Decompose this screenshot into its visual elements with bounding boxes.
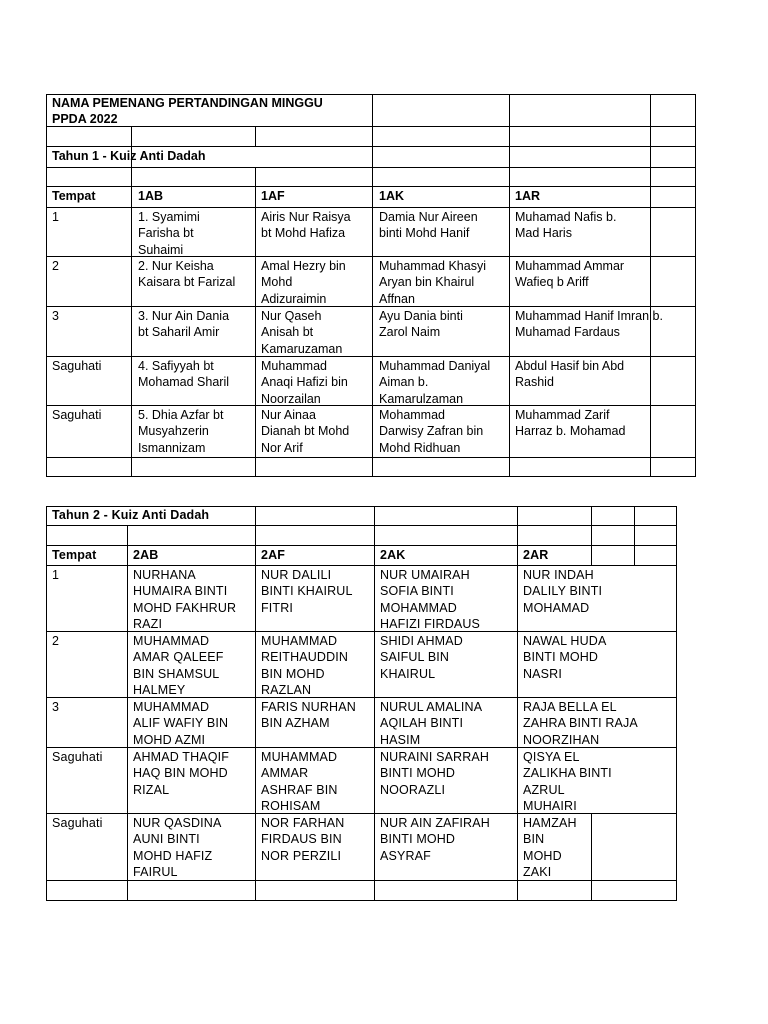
winner-name-cell: NURUL AMALINA AQILAH BINTI HASIM xyxy=(380,700,483,747)
winner-name-cell: MUHAMMAD AMMAR ASHRAF BIN ROHISAM xyxy=(261,750,338,813)
winner-name-cell: NUR QASDINA AUNI BINTI MOHD HAFIZ FAIRUL xyxy=(133,816,222,879)
winner-name-cell: NUR DALILI BINTI KHAIRUL FITRI xyxy=(261,568,353,615)
column-header-class: 1AR xyxy=(515,189,541,203)
winner-name-cell: Ayu Dania binti Zarol Naim xyxy=(379,309,463,340)
winner-name-cell: Muhammad Daniyal Aiman b. Kamarulzaman xyxy=(379,359,491,406)
section-title-tahun-1: Tahun 1 - Kuiz Anti Dadah xyxy=(52,149,206,163)
place-cell: Saguhati xyxy=(52,816,103,830)
winner-name-cell: 3. Nur Ain Dania bt Saharil Amir xyxy=(138,309,230,340)
winner-name-cell: RAJA BELLA EL ZAHRA BINTI RAJA NOORZIHAN xyxy=(523,700,638,747)
winner-name-cell: Muhammad Hanif Imran b. Muhamad Fardaus xyxy=(515,309,663,340)
winner-name-cell: MUHAMMAD ALIF WAFIY BIN MOHD AZMI xyxy=(133,700,229,747)
column-header-tempat: Tempat xyxy=(52,189,96,203)
page-title: NAMA PEMENANG PERTANDINGAN MINGGU PPDA 2022 xyxy=(52,96,323,127)
place-cell: 2 xyxy=(52,634,60,648)
winner-name-cell: 2. Nur Keisha Kaisara bt Farizal xyxy=(138,259,236,290)
winner-name-cell: NUR INDAH DALILY BINTI MOHAMAD xyxy=(523,568,603,615)
winner-name-cell: 5. Dhia Azfar bt Musyahzerin Ismannizam xyxy=(138,408,224,455)
winner-name-cell: NURHANA HUMAIRA BINTI MOHD FAKHRUR RAZI xyxy=(133,568,237,631)
section-title-tahun-2: Tahun 2 - Kuiz Anti Dadah xyxy=(52,508,210,522)
column-header-class: 2AB xyxy=(133,548,159,562)
place-cell: 3 xyxy=(52,309,59,323)
column-header-class: 2AK xyxy=(380,548,406,562)
winner-name-cell: 1. Syamimi Farisha bt Suhaimi xyxy=(138,210,200,257)
winner-name-cell: Muhamad Nafis b. Mad Haris xyxy=(515,210,617,241)
winner-name-cell: Muhammad Ammar Wafieq b Ariff xyxy=(515,259,625,290)
winner-name-cell: Muhammad Zarif Harraz b. Mohamad xyxy=(515,408,626,439)
winner-name-cell: 4. Safiyyah bt Mohamad Sharil xyxy=(138,359,230,390)
place-cell: Saguhati xyxy=(52,359,102,373)
winner-name-cell: SHIDI AHMAD SAIFUL BIN KHAIRUL xyxy=(380,634,463,681)
winner-name-cell: AHMAD THAQIF HAQ BIN MOHD RIZAL xyxy=(133,750,230,797)
winner-name-cell: NAWAL HUDA BINTI MOHD NASRI xyxy=(523,634,607,681)
place-cell: 1 xyxy=(52,210,59,224)
winner-name-cell: MUHAMMAD REITHAUDDIN BIN MOHD RAZLAN xyxy=(261,634,349,697)
winner-name-cell: Nur Qaseh Anisah bt Kamaruzaman xyxy=(261,309,343,356)
winner-name-cell: FARIS NURHAN BIN AZHAM xyxy=(261,700,356,731)
column-header-tempat: Tempat xyxy=(52,548,97,562)
place-cell: Saguhati xyxy=(52,750,103,764)
column-header-class: 2AF xyxy=(261,548,286,562)
winner-name-cell: Mohammad Darwisy Zafran bin Mohd Ridhuan xyxy=(379,408,484,455)
winner-name-cell: Damia Nur Aireen binti Mohd Hanif xyxy=(379,210,478,241)
winner-name-cell: NURAINI SARRAH BINTI MOHD NOORAZLI xyxy=(380,750,490,797)
winner-name-cell: NUR AIN ZAFIRAH BINTI MOHD ASYRAF xyxy=(380,816,490,863)
column-header-class: 1AB xyxy=(138,189,164,203)
winner-name-cell: NUR UMAIRAH SOFIA BINTI MOHAMMAD HAFIZI FIRDAUS xyxy=(380,568,481,631)
column-header-class: 2AR xyxy=(523,548,549,562)
winner-name-cell: Abdul Hasif bin Abd Rashid xyxy=(515,359,625,390)
winner-name-cell: Amal Hezry bin Mohd Adizuraimin xyxy=(261,259,346,306)
winner-name-cell: Muhammad Anaqi Hafizi bin Noorzailan xyxy=(261,359,348,406)
column-header-class: 1AF xyxy=(261,189,285,203)
place-cell: 3 xyxy=(52,700,60,714)
winner-name-cell: QISYA EL ZALIKHA BINTI AZRUL MUHAIRI xyxy=(523,750,612,813)
place-cell: 2 xyxy=(52,259,59,273)
winner-name-cell: Airis Nur Raisya bt Mohd Hafiza xyxy=(261,210,351,241)
column-header-class: 1AK xyxy=(379,189,405,203)
winner-name-cell: HAMZAH BIN MOHD ZAKI xyxy=(523,816,577,879)
winner-name-cell: Muhammad Khasyi Aryan bin Khairul Affnan xyxy=(379,259,486,306)
place-cell: 1 xyxy=(52,568,60,582)
place-cell: Saguhati xyxy=(52,408,102,422)
winner-name-cell: Nur Ainaa Dianah bt Mohd Nor Arif xyxy=(261,408,350,455)
winner-name-cell: NOR FARHAN FIRDAUS BIN NOR PERZILI xyxy=(261,816,345,863)
winner-name-cell: MUHAMMAD AMAR QALEEF BIN SHAMSUL HALMEY xyxy=(133,634,224,697)
